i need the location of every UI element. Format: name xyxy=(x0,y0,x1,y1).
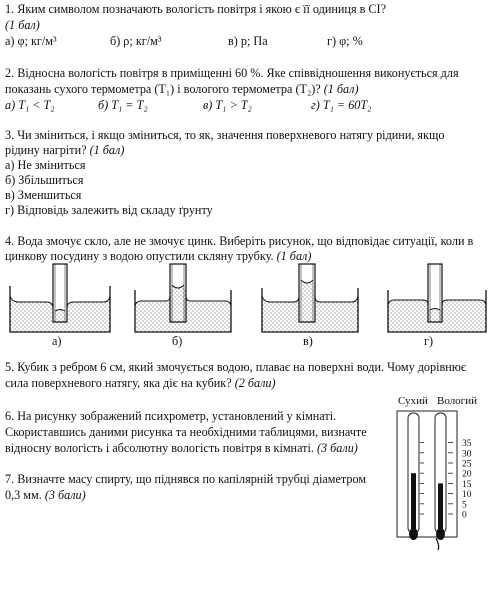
q1-option-c: в) p; Па xyxy=(228,34,268,48)
scale-label: 25 xyxy=(462,459,472,470)
q3-points: (1 бал) xyxy=(89,143,125,157)
q7-points: (3 бали) xyxy=(44,488,86,502)
psychrometer-wet-label: Вологий xyxy=(437,395,477,407)
q4-points: (1 бал) xyxy=(276,249,312,263)
figure-a-label: а) xyxy=(52,334,62,348)
capillary-figures xyxy=(0,262,500,342)
scale-label: 15 xyxy=(462,479,472,490)
q3-option-c: в) Зменшиться xyxy=(5,188,82,202)
q1-option-d: г) φ; % xyxy=(327,34,363,48)
q6-line3: відносну вологість і абсолютну вологість повітря в кімнаті. (3 бали) xyxy=(5,441,358,455)
q5-line1: 5. Кубик з ребром 6 см, який змочується водою, плаває на поверхні води. Чому дорівнює xyxy=(5,360,467,374)
q3-line1: 3. Чи зміниться, і якщо зміниться, то як, значення поверхневого натягу рідини, якщо xyxy=(5,128,445,142)
wet-thermometer xyxy=(435,413,446,550)
figure-c xyxy=(262,264,358,332)
q2-option-c: в) T₁ > T₂ xyxy=(203,98,252,112)
figure-b xyxy=(135,264,231,332)
q6-points: (3 бали) xyxy=(316,441,358,455)
q1-option-b: б) ρ; кг/м³ xyxy=(110,34,162,48)
scale-label: 20 xyxy=(462,469,472,480)
q3-option-a: а) Не зміниться xyxy=(5,158,86,172)
q2-option-b: б) T₁ = T₂ xyxy=(98,98,148,112)
q3-line2: рідину нагріти? (1 бал) xyxy=(5,143,125,157)
q2-line2: показань сухого термометра (T₁) і вологого термометра (T₂)? (1 бал) xyxy=(5,82,359,96)
scale-label: 35 xyxy=(462,439,472,450)
figure-d xyxy=(388,264,486,332)
q1-option-a: а) φ; кг/м³ xyxy=(5,34,57,48)
scale-label: 5 xyxy=(462,500,467,511)
figure-c-label: в) xyxy=(303,334,313,348)
q3-option-d: г) Відповідь залежить від складу ґрунту xyxy=(5,203,213,217)
q3-option-b: б) Збільшиться xyxy=(5,173,84,187)
figure-b-label: б) xyxy=(172,334,183,348)
figure-a xyxy=(10,264,110,332)
q2-line1: 2. Відносна вологість повітря в приміщенні 60 %. Яке співвідношення виконується для xyxy=(5,66,459,80)
q1-text: 1. Яким символом позначають вологість повітря і якою є її одиниця в СІ? xyxy=(5,2,387,16)
q4-line2: цинкову посудину з водою опустили скляну трубку. (1 бал) xyxy=(5,249,312,263)
q2-option-d: г) T₁ = 60T₂ xyxy=(311,98,372,112)
q2-options xyxy=(5,98,495,112)
q7-line1: 7. Визначте масу спирту, що піднявся по капілярній трубці діаметром xyxy=(5,472,367,486)
scale-label: 30 xyxy=(462,449,472,460)
q1-points: (1 бал) xyxy=(5,18,40,32)
scale-label: 10 xyxy=(462,490,472,501)
dry-thermometer xyxy=(408,413,419,540)
q2-option-a: а) T₁ < T₂ xyxy=(5,98,55,112)
q7-line2: 0,3 мм. (3 бали) xyxy=(5,488,86,502)
q6-line2: Скориставшись даними рисунка та необхідними таблицями, визначте xyxy=(5,425,367,439)
q6-line1: 6. На рисунку зображений психрометр, установлений у кімнаті. xyxy=(5,409,337,423)
q1-options xyxy=(5,34,495,48)
psychrometer-dry-label: Сухий xyxy=(398,395,428,407)
q4-line1: 4. Вода змочує скло, але не змочує цинк. Виберіть рисунок, що відповідає ситуації, коли в xyxy=(5,234,474,248)
wet-wick xyxy=(436,538,439,550)
psychrometer xyxy=(396,410,488,552)
q5-points: (2 бали) xyxy=(234,376,276,390)
psychrometer-panel xyxy=(397,411,457,537)
figure-d-label: г) xyxy=(424,334,434,348)
q2-points: (1 бал) xyxy=(323,82,359,96)
scale-label: 0 xyxy=(462,510,467,521)
q5-line2: сила поверхневого натягу, яка діє на кубик? (2 бали) xyxy=(5,376,276,390)
